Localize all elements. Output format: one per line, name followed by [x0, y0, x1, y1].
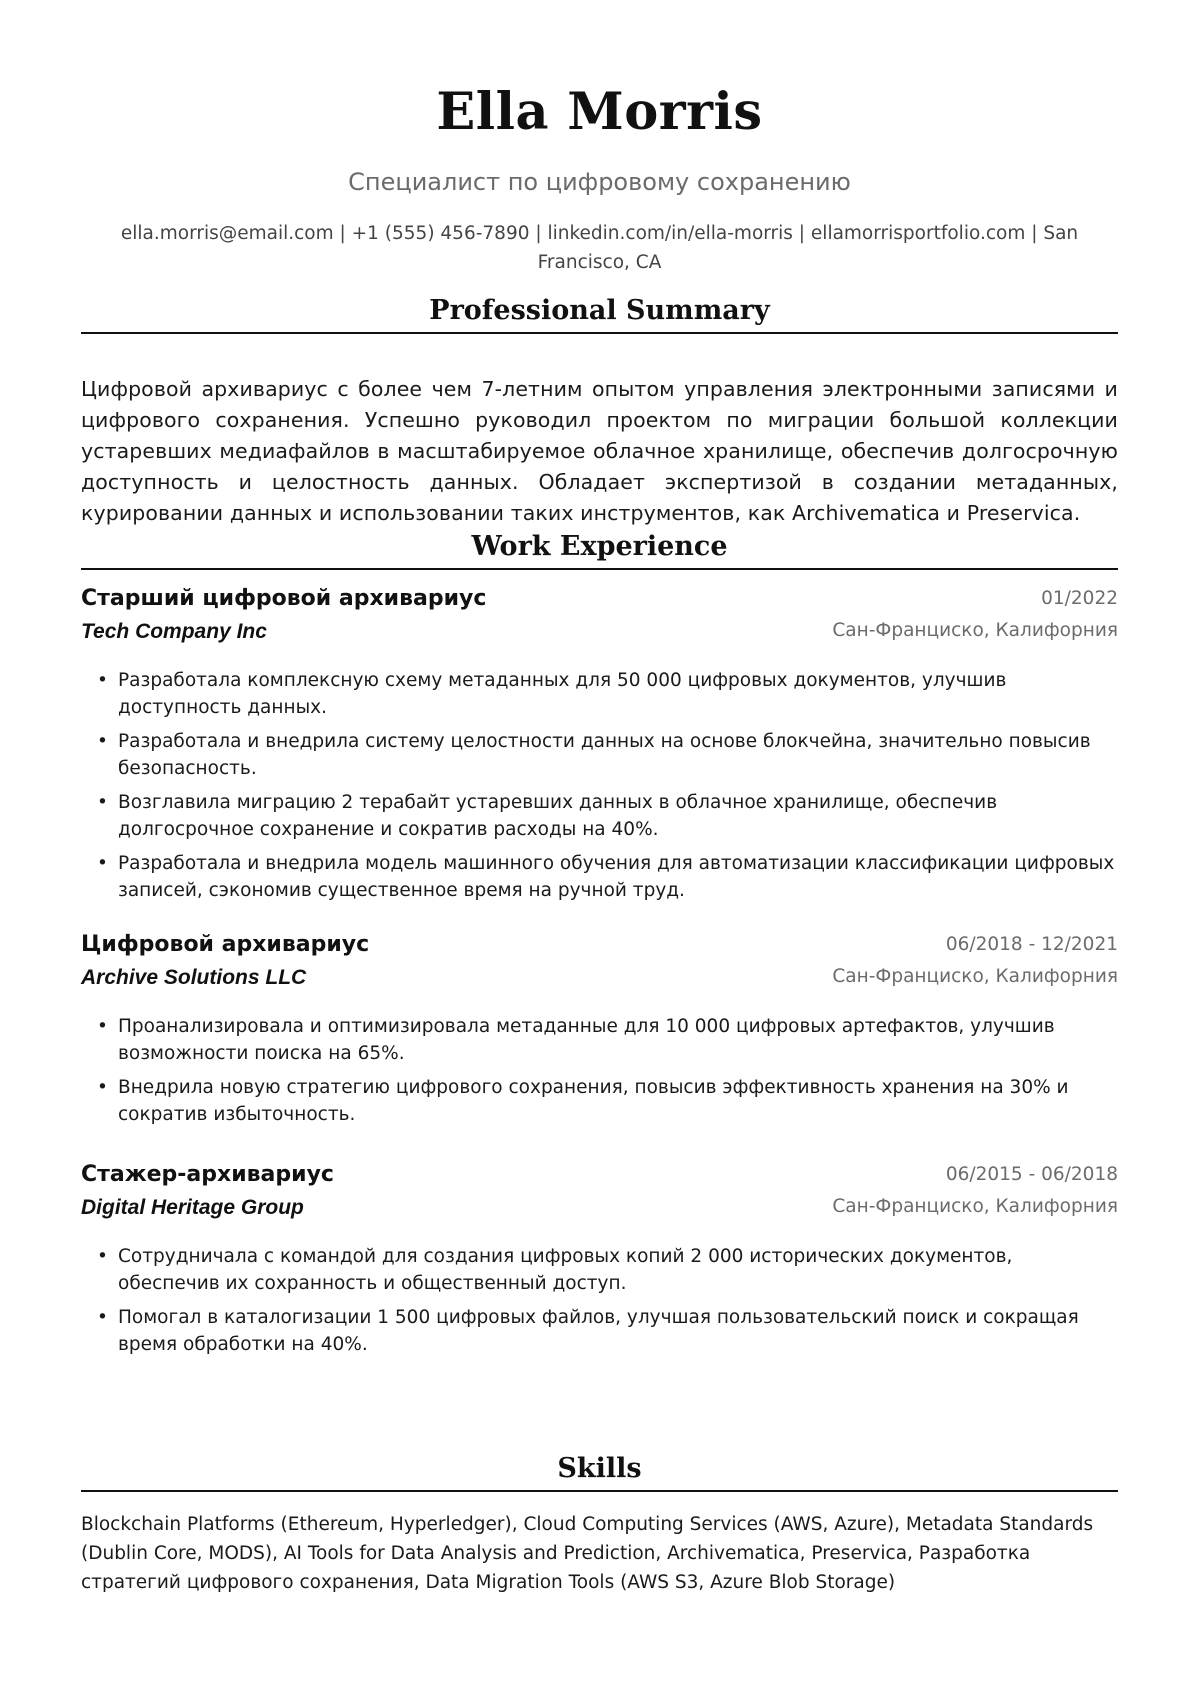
- bullet-glyph: •: [97, 1246, 108, 1267]
- bullet-text: Разработала и внедрила модель машинного обучения для автоматизации классификации цифровых записей, сэкономив существенное время на ручной труд.: [118, 853, 1115, 901]
- contact-info: [81, 219, 1118, 277]
- job-header: [81, 932, 1118, 966]
- bullet-text: Разработала комплексную схему метаданных для 50 000 цифровых документов, улучшив доступность данных.: [118, 670, 1007, 718]
- job-role: Стажер-архивариус: [81, 1162, 334, 1187]
- skills-text: Blockchain Platforms (Ethereum, Hyperledger), Cloud Computing Services (AWS, Azure), Metadata Standards (Dublin Core, MODS), AI Tools for Data Analysis and Prediction, Archivematica, Preservica, Разработка стратегий цифрового сохранения, Data Migration Tools (AWS S3, Azure Blob Storage): [81, 1514, 1094, 1593]
- bullet-item: [81, 729, 1118, 782]
- bullet-item: [81, 1305, 1118, 1358]
- bullet-text: Проанализировала и оптимизировала метаданные для 10 000 цифровых артефактов, улучшив возможности поиска на 65%.: [118, 1016, 1055, 1064]
- contact-line-1: ella.morris@email.com | +1 (555) 456-7890 | linkedin.com/in/ella-morris | ellamorrisportfolio.com | San: [120, 223, 1079, 244]
- bullet-item: [81, 1014, 1118, 1067]
- experience-heading: Work Experience: [81, 529, 1118, 570]
- candidate-title: Специалист по цифровому сохранению: [348, 168, 851, 196]
- job-role: Старший цифровой архивариус: [81, 586, 487, 611]
- job-entry: [81, 586, 1118, 912]
- job-company: Tech Company Inc: [81, 620, 267, 643]
- summary-heading: Professional Summary: [81, 293, 1118, 334]
- bullet-text: Разработала и внедрила систему целостности данных на основе блокчейна, значительно повысив безопасность.: [118, 731, 1091, 779]
- summary-text: Цифровой архивариус с более чем 7-летним опытом управления электронными записями и цифрового сохранения. Успешно руководил проектом по миграции большой коллекции устаревших медиафайлов в масштабируемое облачное хранилище, обеспечив долгосрочную доступность и целостность данных. Обладает экспертизой в создании метаданных, курировании данных и использовании таких инструментов, как Archivematica и Preservica.: [81, 377, 1118, 525]
- bullet-item: [81, 851, 1118, 904]
- bullet-item: [81, 1244, 1118, 1297]
- job-location: Сан-Франциско, Калифорния: [832, 1196, 1118, 1217]
- job-entry: [81, 932, 1118, 1136]
- contact-line-2: Francisco, CA: [537, 252, 662, 273]
- job-dates: 01/2022: [1041, 588, 1118, 609]
- job-entry: [81, 1162, 1118, 1366]
- bullet-item: [81, 668, 1118, 721]
- bullet-glyph: •: [97, 792, 108, 813]
- bullet-text: Возглавила миграцию 2 терабайт устаревших данных в облачное хранилище, обеспечив долгосрочное сохранение и сократив расходы на 40%.: [118, 792, 998, 840]
- job-subheader: [81, 1196, 1118, 1230]
- job-header: [81, 1162, 1118, 1196]
- job-company: Digital Heritage Group: [81, 1196, 304, 1219]
- job-dates: 06/2015 - 06/2018: [945, 1164, 1118, 1185]
- bullet-text: Сотрудничала с командой для создания цифровых копий 2 000 исторических документов, обеспечив их сохранность и общественный доступ.: [118, 1246, 1013, 1294]
- bullet-glyph: •: [97, 731, 108, 752]
- bullet-glyph: •: [97, 1307, 108, 1328]
- bullet-glyph: •: [97, 670, 108, 691]
- resume-page: [81, 0, 1118, 1683]
- job-bullets: [81, 1244, 1118, 1358]
- job-subheader: [81, 620, 1118, 654]
- job-company: Archive Solutions LLC: [81, 966, 307, 989]
- bullet-item: [81, 1075, 1118, 1128]
- job-bullets: [81, 1014, 1118, 1128]
- bullet-glyph: •: [97, 853, 108, 874]
- job-bullets: [81, 668, 1118, 904]
- job-subheader: [81, 966, 1118, 1000]
- bullet-text: Помогал в каталогизации 1 500 цифровых файлов, улучшая пользовательский поиск и сокращая время обработки на 40%.: [118, 1307, 1079, 1355]
- bullet-text: Внедрила новую стратегию цифрового сохранения, повысив эффективность хранения на 30% и сократив избыточность.: [118, 1077, 1069, 1125]
- job-header: [81, 586, 1118, 620]
- bullet-item: [81, 790, 1118, 843]
- bullet-glyph: •: [97, 1016, 108, 1037]
- job-dates: 06/2018 - 12/2021: [945, 934, 1118, 955]
- candidate-name: Ella Morris: [436, 82, 763, 142]
- bullet-glyph: •: [97, 1077, 108, 1098]
- job-role: Цифровой архивариус: [81, 932, 370, 957]
- job-location: Сан-Франциско, Калифорния: [832, 966, 1118, 987]
- skills-heading: Skills: [81, 1451, 1118, 1492]
- job-location: Сан-Франциско, Калифорния: [832, 620, 1118, 641]
